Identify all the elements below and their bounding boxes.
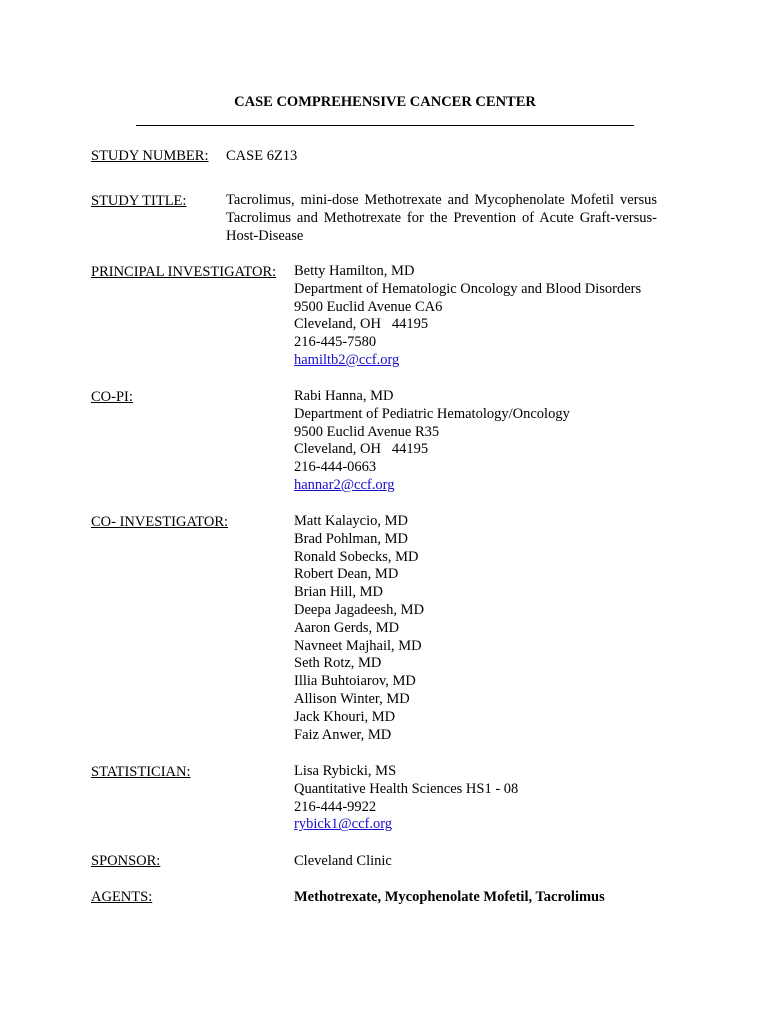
co-pi-department: Department of Pediatric Hematology/Oncology [294,405,570,422]
list-item: Brad Pohlman, MD [294,530,408,547]
study-number-value: CASE 6Z13 [226,148,298,164]
list-item: Ronald Sobecks, MD [294,548,419,565]
list-item: Navneet Majhail, MD [294,637,422,654]
pi-department: Department of Hematologic Oncology and Blood Disorders [294,280,642,297]
sponsor-value: Cleveland Clinic [294,853,392,869]
list-item: Matt Kalaycio, MD [294,513,408,529]
list-item: Aaron Gerds, MD [294,619,400,636]
statistician-department: Quantitative Health Sciences HS1 - 08 [294,780,519,797]
statistician-email-link[interactable]: rybick1@ccf.org [294,816,393,833]
page-title: CASE COMPREHENSIVE CANCER CENTER [234,94,536,110]
pi-email-link[interactable]: hamiltb2@ccf.org [294,351,400,368]
statistician-block [294,763,518,834]
principal-investigator-label: PRINCIPAL INVESTIGATOR: [91,264,277,280]
study-number-label: STUDY NUMBER: [91,148,209,164]
statistician-label: STATISTICIAN: [91,764,191,780]
co-pi-block [294,388,570,495]
study-title-value: Tacrolimus, mini-dose Methotrexate and Mycophenolate Mofetil versus Tacrolimus and Methotrexate for the Prevention of Acute Graft-versus-Host-Disease [226,192,657,244]
statistician-phone: 216-444-9922 [294,798,377,815]
sponsor-label: SPONSOR: [91,853,161,869]
pi-city: Cleveland, OH 44195 [294,316,429,333]
list-item: Jack Khouri, MD [294,708,396,725]
pi-name: Betty Hamilton, MD [294,263,415,279]
agents-label: AGENTS: [91,889,153,905]
pi-phone: 216-445-7580 [294,334,377,351]
list-item: Brian Hill, MD [294,584,384,601]
list-item: Allison Winter, MD [294,690,410,707]
co-pi-city: Cleveland, OH 44195 [294,441,429,458]
list-item: Illia Buhtoiarov, MD [294,673,416,690]
co-pi-phone: 216-444-0663 [294,459,377,476]
principal-investigator-block [294,263,641,370]
title-divider [136,125,634,126]
list-item: Seth Rotz, MD [294,655,382,672]
co-pi-email-link[interactable]: hannar2@ccf.org [294,476,395,493]
study-title-label: STUDY TITLE: [91,193,187,209]
co-pi-name: Rabi Hanna, MD [294,388,394,404]
co-investigator-list [294,513,424,744]
pi-address: 9500 Euclid Avenue CA6 [294,298,443,315]
list-item: Faiz Anwer, MD [294,726,392,743]
co-pi-address: 9500 Euclid Avenue R35 [294,423,440,440]
list-item: Robert Dean, MD [294,566,399,583]
co-investigator-label: CO- INVESTIGATOR: [91,514,229,530]
statistician-name: Lisa Rybicki, MS [294,763,397,779]
agents-value: Methotrexate, Mycophenolate Mofetil, Tacrolimus [294,889,605,905]
list-item: Deepa Jagadeesh, MD [294,601,425,618]
co-pi-label: CO-PI: [91,389,133,405]
